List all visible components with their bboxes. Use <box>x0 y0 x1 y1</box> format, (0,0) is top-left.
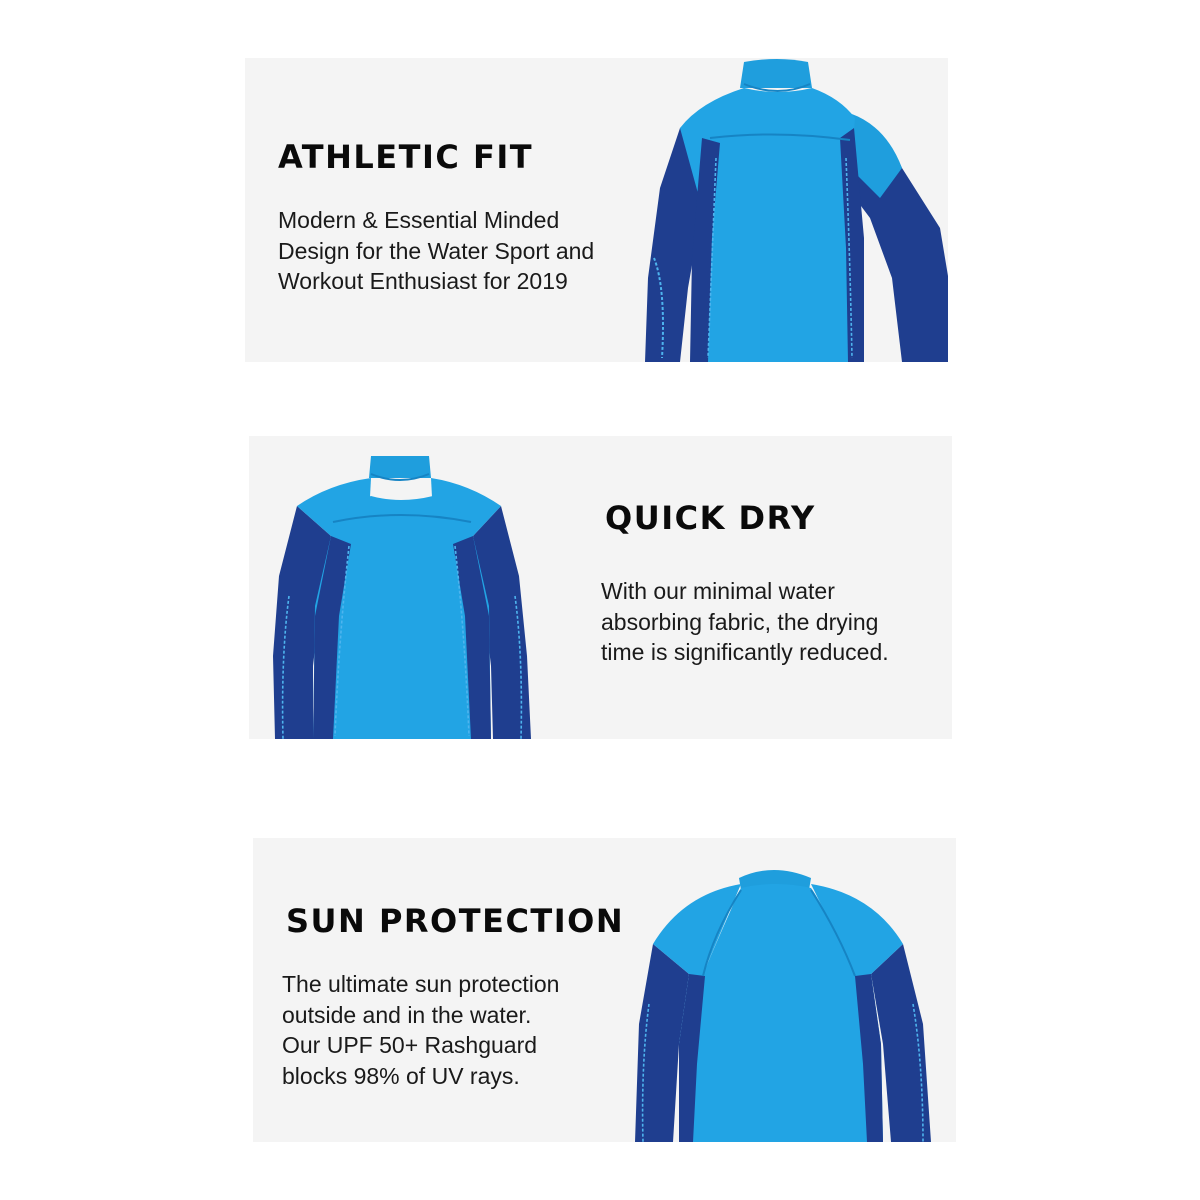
feature-panel-athletic-fit <box>245 58 948 362</box>
description-line: The ultimate sun protection <box>282 971 560 997</box>
feature-title: ATHLETIC FIT <box>278 138 534 176</box>
feature-title: QUICK DRY <box>605 499 816 537</box>
feature-panel-quick-dry <box>249 436 952 739</box>
description-line: blocks 98% of UV rays. <box>282 1062 520 1089</box>
feature-panel-sun-protection <box>253 838 956 1142</box>
description-line: Our UPF 50+ Rashguard <box>282 1032 538 1058</box>
feature-title: SUN PROTECTION <box>286 902 625 940</box>
description-line: Modern & Essential Minded <box>278 207 560 233</box>
rashguard-front-angled-image <box>640 58 948 362</box>
rashguard-back-image <box>633 864 956 1142</box>
description-line: outside and in the water. <box>282 1001 532 1028</box>
description-line: Design for the Water Sport and <box>278 237 595 264</box>
rashguard-front-image <box>269 456 539 739</box>
description-line: Workout Enthusiast for 2019 <box>278 268 568 294</box>
description-line: With our minimal water <box>601 578 835 604</box>
description-line: time is significantly reduced. <box>601 639 889 665</box>
description-line: absorbing fabric, the drying <box>601 608 879 635</box>
feature-description <box>278 205 594 297</box>
feature-description <box>601 576 889 668</box>
feature-description <box>282 969 559 1091</box>
